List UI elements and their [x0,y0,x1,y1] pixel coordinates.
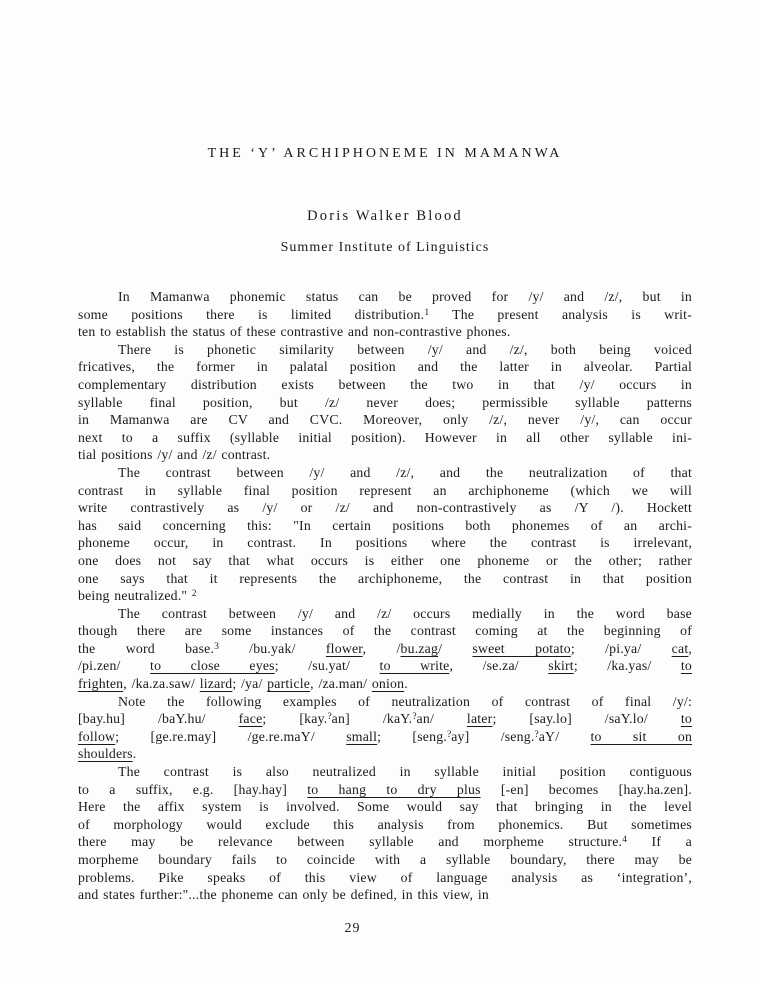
text-segment: fricatives, the former in palatal position and the latter in alveolar. Partial [78,359,692,375]
text-line [78,833,692,851]
underlined-gloss: onion [371,676,405,692]
text-line [78,552,692,570]
text-segment: has said concerning this: "In certain positions both phonemes of an archi- [78,517,692,533]
document-body [78,288,692,904]
text-segment: [bay.hu] /baY.hu/ [78,711,239,727]
text-segment: ; [ge.re.may] /ge.re.maY/ [115,728,347,744]
text-segment: , / [362,640,401,656]
paragraph [78,341,692,464]
text-segment: ; /su.yat/ [274,658,380,674]
superscript: 2 [191,589,197,600]
underlined-gloss: particle [267,676,311,692]
text-segment: There is phonetic similarity between /y/ and /z/, both being voiced [118,341,692,357]
underlined-gloss: cat [671,640,689,656]
text-line [78,605,692,623]
superscript: ? [412,712,417,723]
underlined-gloss: to [680,711,692,727]
text-segment: ; /pi.ya/ [570,640,672,656]
text-segment: . [132,746,137,762]
text-segment: to a suffix, e.g. [hay.hay] [78,781,308,797]
underlined-gloss: flower [325,640,363,656]
text-segment: problems. Pike speaks of this view of language analysis as ‘integration’, [78,869,692,885]
text-line [78,288,692,306]
text-segment: the word base. [78,640,215,656]
underlined-gloss: follow [78,728,116,744]
text-segment: an/ [416,711,467,727]
text-line [78,675,692,693]
page-content [78,0,692,904]
superscript: 4 [622,835,627,846]
underlined-gloss: bu.zag [400,640,439,656]
text-segment: next to a suffix (syllable initial position). However in all other syllable ini- [78,429,692,445]
author-name: Doris Walker Blood [307,208,463,224]
text-segment: The contrast between /y/ and /z/, and the neutralization of that [118,464,692,480]
text-segment: Here the affix system is involved. Some would say that bringing in the level [78,799,692,815]
text-line [78,622,692,640]
text-line [78,869,692,887]
text-segment: though there are some instances of the contrast coming at the beginning of [78,623,692,639]
text-line [78,587,692,605]
text-line [78,710,692,728]
text-line [78,798,692,816]
underlined-gloss: lizard [199,676,233,692]
superscript: 3 [214,641,219,652]
text-segment: aY/ [538,728,591,744]
text-segment: [-en] becomes [hay.ha.zen]. [480,781,692,797]
text-line [78,781,692,799]
text-line [78,341,692,359]
text-segment: some positions there is limited distribution. [78,306,425,322]
text-line [78,816,692,834]
paragraph [78,763,692,904]
superscript: ? [446,729,452,740]
text-line [78,446,692,464]
underlined-gloss: small [346,728,378,744]
text-line [78,499,692,517]
text-segment: ; [say.lo] /saY.lo/ [492,711,681,727]
text-line [78,482,692,500]
text-segment: in Mamanwa are CV and CVC. Moreover, only /z/, never /y/, can occur [78,412,692,428]
text-segment: ; [kay. [262,711,328,727]
text-line [78,358,692,376]
text-segment: ay] /seng. [451,728,535,744]
text-segment: one does not say that what occurs is either one phoneme or the other; rather [78,552,692,568]
text-segment: ten to establish the status of these contrastive and non-contrastive phones. [78,324,511,340]
text-segment: ; /ya/ [232,676,268,692]
text-segment: of morphology would exclude this analysis from phonemics. But sometimes [78,816,692,832]
text-segment: write contrastively as /y/ or /z/ and non-contrastively as /Y /). Hockett [78,500,692,516]
page-title: THE ‘Y’ ARCHIPHONEME IN MAMANWA [207,146,563,161]
underlined-gloss: sweet potato [472,640,571,656]
underlined-gloss: to sit on [590,728,693,744]
text-segment: tial positions /y/ and /z/ contrast. [78,447,271,463]
superscript: 1 [424,307,430,318]
text-segment: morpheme boundary fails to coincide with a syllable boundary, there may be [78,852,692,867]
text-line [78,464,692,482]
text-segment: one says that it represents the archiphoneme, the contrast in that position [78,570,692,586]
superscript: ? [534,729,539,740]
underlined-gloss: later [466,711,493,727]
text-segment: / [438,640,473,656]
underlined-gloss: frighten [78,676,124,692]
paragraph [78,288,692,341]
text-line [78,886,692,904]
text-line [78,640,692,658]
text-segment: Note the following examples of neutralization of contrast of final /y/: [118,693,692,709]
underlined-gloss: face [238,711,263,727]
text-segment: . [404,676,408,692]
text-segment: The contrast between /y/ and /z/ occurs medially in the word base [118,605,692,621]
text-segment: complementary distribution exists between the two in that /y/ occurs in [78,376,692,392]
text-line [78,745,692,763]
text-line [78,657,692,675]
underlined-gloss: to close eyes [150,658,275,674]
text-segment: The contrast is also neutralized in syllable initial position contiguous [118,764,692,780]
text-segment: /pi.zen/ [78,658,151,674]
underlined-gloss: to [680,658,693,674]
underlined-gloss: shoulders [78,746,133,762]
paragraph [78,693,692,763]
text-segment: being neutralized." [78,588,192,604]
text-segment: If a [626,834,693,850]
text-segment: , /se.za/ [449,658,549,674]
underlined-gloss: to hang to dry plus [307,781,481,797]
text-segment: phoneme occur, in contrast. In positions where the contrast is irrelevant, [78,535,692,551]
paragraph [78,605,692,693]
text-segment: The present analysis is writ- [429,306,692,322]
text-segment: and states further:"...the phoneme can only be defined, in this view, in [78,887,489,903]
text-segment: ; [seng. [377,728,447,744]
text-line [78,728,692,746]
text-line [78,693,692,711]
text-segment: contrast in syllable final position represent an archiphoneme (which we will [78,482,692,498]
text-line [78,323,692,341]
text-line [78,394,692,412]
page-number: 29 [344,921,361,936]
text-segment: , /ka.za.saw/ [123,676,200,692]
text-segment: there may be relevance between syllable and morpheme structure. [78,834,623,850]
text-segment: an] /kaY. [331,711,413,727]
author-affiliation: Summer Institute of Linguistics [280,240,490,255]
text-segment: /bu.yak/ [218,640,326,656]
text-line [78,851,692,869]
paragraph [78,464,692,605]
text-segment: ; /ka.yas/ [573,658,681,674]
text-segment: , [688,640,693,656]
text-line [78,517,692,535]
text-segment: syllable final position, but /z/ never does; permissible syllable patterns [78,394,692,410]
text-line [78,306,692,324]
text-line [78,534,692,552]
text-line [78,376,692,394]
text-line [78,429,692,447]
text-line [78,763,692,781]
superscript: ? [327,712,332,723]
text-segment: In Mamanwa phonemic status can be proved for /y/ and /z/, but in [118,289,692,304]
underlined-gloss: to write [379,658,450,674]
text-line [78,570,692,588]
underlined-gloss: skirt [548,658,574,674]
text-segment: , /za.man/ [310,676,372,692]
text-line [78,411,692,429]
